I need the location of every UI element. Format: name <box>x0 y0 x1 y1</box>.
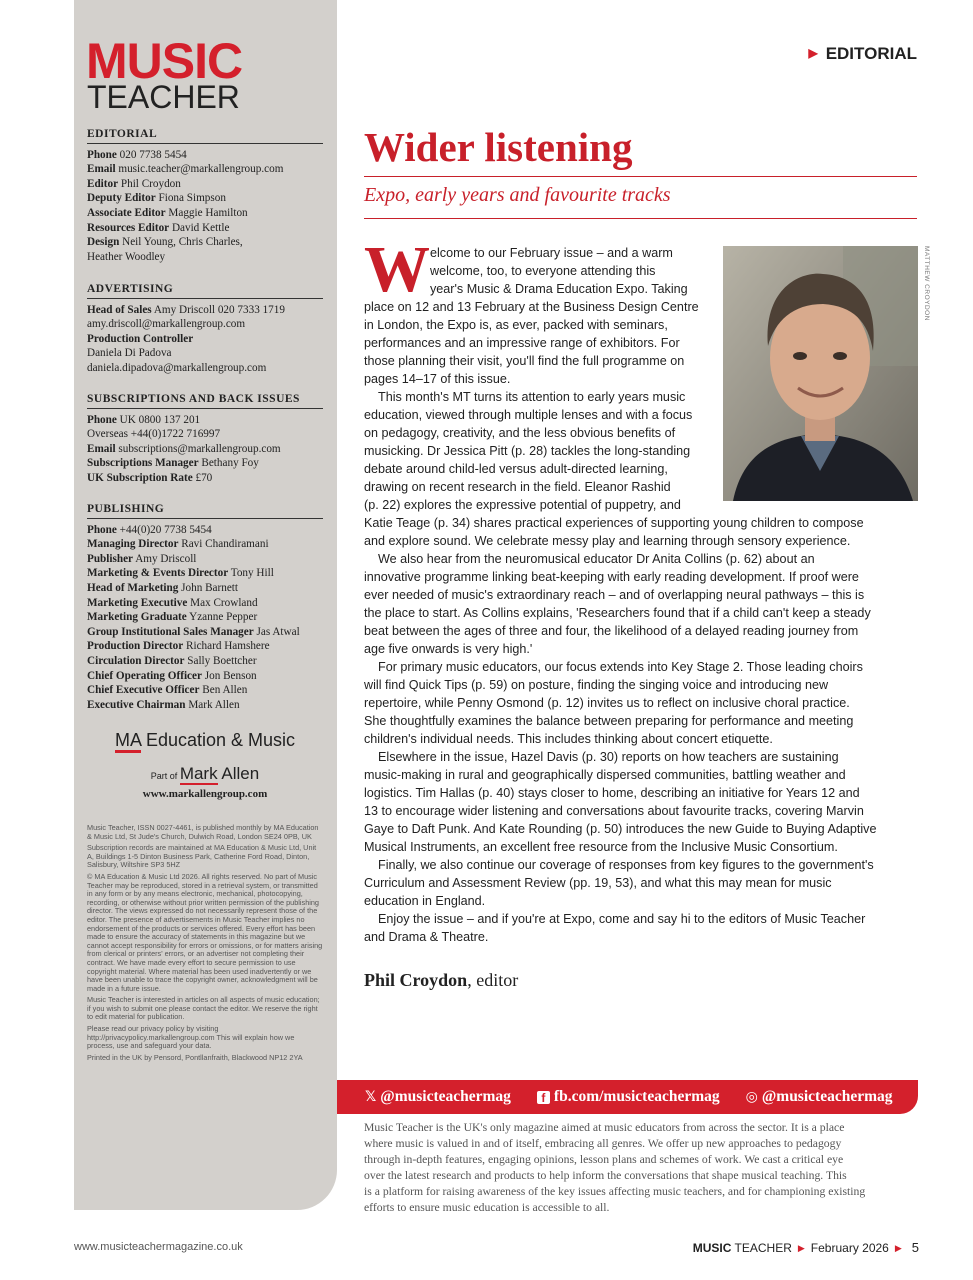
publishing-line: Head of Marketing John Barnett <box>87 581 239 594</box>
editorial-line: Associate Editor Maggie Hamilton <box>87 206 248 219</box>
subscriptions-line: Email subscriptions@markallengroup.com <box>87 442 281 455</box>
body-line: Curriculum and Assessment Review (pp. 19, 53), and what this may mean for music <box>364 876 832 890</box>
instagram-icon: ◎ <box>745 1089 758 1105</box>
publishing-line: Marketing Executive Max Crowland <box>87 596 258 609</box>
publishing-line: Marketing & Events Director Tony Hill <box>87 567 274 580</box>
about-line: efforts to ensure music education is accessible to all. <box>364 1201 610 1214</box>
advertising-heading: ADVERTISING <box>87 282 323 299</box>
fineprint-paragraph: Printed in the UK by Pensord, Pontllanfraith, Blackwood NP12 2YA <box>87 1052 303 1062</box>
markallen-website[interactable]: www.markallengroup.com <box>142 788 268 800</box>
body-line: children's individual needs. This includes thinking about concert etiquette. <box>364 732 773 746</box>
footer-url[interactable]: www.musicteachermagazine.co.uk <box>74 1241 243 1253</box>
body-line: place on 12 and 13 February at the Business Design Centre <box>364 300 699 314</box>
body-line: in London, the Expo is, as ever, packed with seminars, <box>364 318 668 332</box>
mark-allen-logo: Part of Mark Allen <box>150 764 260 783</box>
body-line: She thoughtfully examines the balance between preparing for performance and meeting <box>364 714 854 728</box>
body-line: innovative programme linking beat-keeping with early reading development. If proof were <box>364 570 859 584</box>
fineprint-paragraph: Subscription records are maintained at MA Education & Music Ltd, Unit A, Buildings 1-5 Dinton Business Park, Catherine Ford Road, Dinton, Salisbury, Wiltshire SP3 5HZ <box>87 843 317 870</box>
body-line: This month's MT turns its attention to early years music <box>378 390 686 404</box>
publishing-line: Group Institutional Sales Manager Jas Atwal <box>87 625 300 638</box>
subscriptions-line: Phone UK 0800 137 201 <box>87 413 201 426</box>
signature: Phil Croydon, editor <box>364 970 519 990</box>
about-line: over the latest research and products to help inform the conversations that shape musical teaching. This <box>364 1169 847 1182</box>
body-line: elcome to our February issue – and a warm <box>430 246 673 260</box>
advertising-line: amy.driscoll@markallengroup.com <box>87 318 246 331</box>
body-line: on pedagogy, creativity, and the less obvious benefits of <box>364 426 676 440</box>
subscriptions-heading: SUBSCRIPTIONS AND BACK ISSUES <box>87 392 323 409</box>
x-icon: 𝕏 <box>365 1089 377 1105</box>
fineprint <box>87 824 323 1065</box>
title-rule <box>364 176 917 177</box>
body-line: Enjoy the issue – and if you're at Expo, come and say hi to the editors of Music Teacher <box>378 912 866 926</box>
body-line: ever needed of music's extraordinary reach – and of overlapping neural pathways – this is <box>364 588 865 602</box>
editorial-line: Deputy Editor Fiona Simpson <box>87 192 226 205</box>
fineprint-paragraph: Please read our privacy policy by visiting http://privacypolicy.markallengroup.com This will explain how we process, use and safeguard your data. <box>87 1024 295 1051</box>
about-text <box>364 1120 920 1216</box>
editorial-line: Design Neil Young, Chris Charles, <box>87 236 243 249</box>
subscriptions-line: UK Subscription Rate £70 <box>87 471 213 484</box>
facebook-link[interactable]: f fb.com/musicteachermag <box>537 1088 720 1106</box>
body-line: those planning their visit, you'll find the full programme on <box>364 354 685 368</box>
facebook-icon: f <box>537 1091 550 1104</box>
logo-teacher: TEACHER <box>87 79 240 115</box>
editorial-contacts <box>87 127 323 264</box>
about-line: is a platform for raising awareness of the key issues affecting music teachers, and for championing existing <box>364 1185 866 1198</box>
publishing-line: Chief Executive Officer Ben Allen <box>87 684 248 697</box>
advertising-line: Production Controller <box>87 332 194 345</box>
body-line: musicking. Dr Jessica Pitt (p. 28) tackles the long-standing <box>364 444 691 458</box>
body-line: education in England. <box>364 894 486 908</box>
body-line: We also hear from the neuromusical educator Dr Anita Collins (p. 62) about an <box>378 552 815 566</box>
body-line: Katie Teage (p. 34) shares practical experiences of supporting young children to compose <box>364 516 864 530</box>
body-line: and explore sound. We celebrate messy play and learning through sensory experience. <box>364 534 851 548</box>
body-line: repertoire, while Penny Osmond (p. 12) invites us to reflect on inclusive choral practice. <box>364 696 850 710</box>
section-tag: ▶ EDITORIAL <box>808 44 917 63</box>
triangle-icon: ▶ <box>797 1243 805 1253</box>
editorial-line: Resources Editor David Kettle <box>87 221 230 234</box>
x-handle[interactable]: 𝕏 @musicteachermag <box>365 1088 511 1105</box>
publishing-line: Production Director Richard Hamshere <box>87 640 270 653</box>
instagram-handle[interactable]: ◎ @musicteachermag <box>745 1088 893 1105</box>
triangle-icon: ▶ <box>808 46 818 60</box>
advertising-line: Daniela Di Padova <box>87 347 172 360</box>
body-line: will find Quick Tips (p. 59) on posture, finding the singing voice and introducing new <box>364 678 829 692</box>
body-line: music-making in rural and geographically dispersed communities, battling weather and <box>364 768 846 782</box>
logo-music: MUSIC <box>86 33 243 89</box>
body-line: logistics. Tim Hallas (p. 40) stays closer to home, describing an initiative for Years 12 and <box>364 786 860 800</box>
about-line: through in-depth features, engaging opinions, lesson plans and schemes of work. We cast a critical eye <box>364 1153 844 1166</box>
subtitle-rule <box>364 218 917 219</box>
fineprint-paragraph: Music Teacher, ISSN 0027-4461, is published monthly by MA Education & Music Ltd, St Jude's Church, Dulwich Road, London SE24 0PB, UK <box>87 823 319 841</box>
publishing-line: Circulation Director Sally Boettcher <box>87 654 257 667</box>
publishing-line: Publisher Amy Driscoll <box>87 552 197 565</box>
body-line: year's Music & Drama Education Expo. Taking <box>430 282 688 296</box>
editorial-line: Editor Phil Croydon <box>87 177 181 190</box>
body-line: performances and an impressive range of exhibitors. For <box>364 336 680 350</box>
article-body <box>364 244 918 946</box>
body-line: 13 to encourage wider listening and conversations about favourite tracks, covering Marvin <box>364 804 864 818</box>
body-line: For primary music educators, our focus extends into Key Stage 2. Those leading choirs <box>378 660 863 674</box>
advertising-contacts <box>87 282 323 376</box>
body-line: debate around child-led versus adult-directed learning, <box>364 462 668 476</box>
publishing-line: Chief Operating Officer Jon Benson <box>87 669 257 682</box>
publishing-line: Marketing Graduate Yzanne Pepper <box>87 611 258 624</box>
editorial-line: Phone 020 7738 5454 <box>87 148 187 161</box>
body-line: pages 14–17 of this issue. <box>364 372 511 386</box>
body-line: drawing on recent research in the field. Eleanor Rashid <box>364 480 671 494</box>
footer-folio: MUSIC TEACHER ▶ February 2026 ▶ 5 <box>692 1240 919 1255</box>
body-line: welcome, too, to everyone attending this <box>430 264 656 278</box>
fineprint-paragraph: Music Teacher is interested in articles on all aspects of music education; if you wish to submit one please contact the editor. We reserve the right to edit material for publication. <box>87 995 320 1022</box>
body-line: Elsewhere in the issue, Hazel Davis (p. 30) reports on how teachers are sustaining <box>378 750 839 764</box>
editorial-line: Email music.teacher@markallengroup.com <box>87 163 284 176</box>
page-number: 5 <box>911 1240 919 1255</box>
drop-cap: W <box>364 233 430 306</box>
article-subtitle: Expo, early years and favourite tracks <box>364 184 671 206</box>
publishing-line: Executive Chairman Mark Allen <box>87 698 240 711</box>
triangle-icon: ▶ <box>894 1243 902 1253</box>
subscriptions-line: Subscriptions Manager Bethany Foy <box>87 457 259 470</box>
publishing-line: Managing Director Ravi Chandiramani <box>87 538 269 551</box>
editorial-heading: EDITORIAL <box>87 127 323 144</box>
subscriptions-contacts <box>87 392 323 486</box>
body-line: (p. 22) explores the expressive potential of puppetry, and <box>364 498 681 512</box>
subscriptions-line: Overseas +44(0)1722 716997 <box>87 428 221 441</box>
about-line: where music is valued in and of itself, embracing all genres. We offer up new approaches to pedagogy <box>364 1137 842 1150</box>
body-line: the place to start. As Collins explains, 'Researchers found that if a child can't keep a steady <box>364 606 871 620</box>
body-line: Finally, we also continue our coverage of responses from key figures to the government's <box>378 858 874 872</box>
advertising-line: daniela.dipadova@markallengroup.com <box>87 361 267 374</box>
article-title: Wider listening <box>364 124 633 170</box>
photo-credit: MATTHEW CROYDON <box>923 246 930 321</box>
publishing-heading: PUBLISHING <box>87 502 323 519</box>
social-bar <box>337 1080 918 1114</box>
body-line: education, viewed through multiple lenses and with a focus <box>364 408 693 422</box>
body-line: and Drama & Theatre. <box>364 930 489 944</box>
advertising-line: Head of Sales Amy Driscoll 020 7333 1719 <box>87 303 285 316</box>
ma-education-logo: MA Education & Music <box>87 730 323 751</box>
body-line: age five onwards is very high.' <box>364 642 533 656</box>
publishing-contacts <box>87 502 323 712</box>
body-line: Gaye to Daft Punk. And Kate Rounding (p. 50) introduces the new Guide to Buying Adaptive <box>364 822 877 836</box>
about-line: Music Teacher is the UK's only magazine aimed at music educators from across the sector. It is a place <box>364 1121 845 1134</box>
fineprint-paragraph: © MA Education & Music Ltd 2026. All rights reserved. No part of Music Teacher may be reproduced, stored in a retrieval system, or transmitted in any form or by any means electronic, mechanical, photocopying, recording, or otherwise without prior written permission of the publishing director. The views expressed do not necessarily represent those of the editor. The presence of advertisements in Music Teacher implies no endorsement of the products or services offered. Every effort has been made to ensure the accuracy of statements in this magazine but we cannot accept responsibility for errors or omissions, or for matters arising from clerical or printers' errors, or an advertiser not completing their contract. We have made every effort to secure permission to use copyright material. Where material has been used inadvertently or we have been unable to trace the copyright owner, acknowledgment will be made in a future issue. <box>87 871 323 993</box>
publishing-line: Phone +44(0)20 7738 5454 <box>87 523 212 536</box>
editorial-line: Heather Woodley <box>87 250 166 263</box>
body-line: Musical Instruments, an excellent free resource from the Inclusive Music Consortium. <box>364 840 838 854</box>
body-line: beat between the ages of three and four, the likelihood of a delayed reading journey from <box>364 624 859 638</box>
